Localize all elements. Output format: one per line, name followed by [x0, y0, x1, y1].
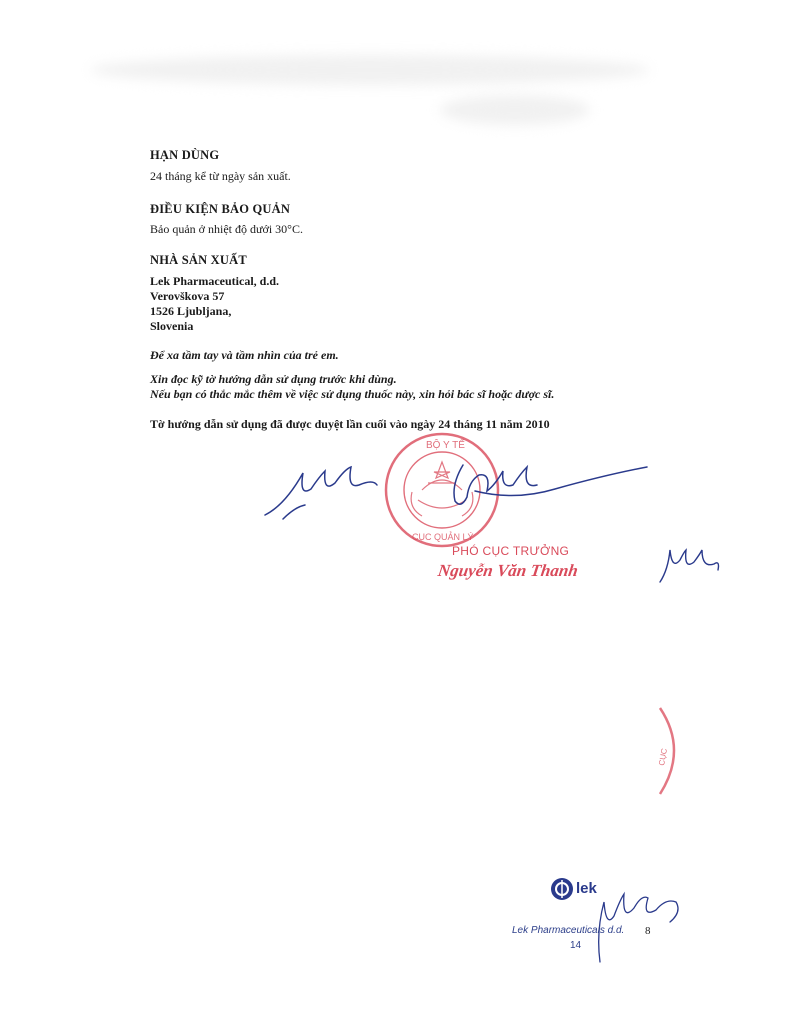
- footer-page-index: 14: [570, 940, 582, 951]
- shelf-life-text: 24 tháng kể từ ngày sản xuất.: [150, 169, 291, 183]
- seal-ring-text-top: BỘ Y TẾ: [426, 440, 465, 451]
- approval-note: Tờ hướng dẫn sử dụng đã được duyệt lần cuối vào ngày 24 tháng 11 năm 2010: [150, 417, 550, 431]
- footer-company: Lek Pharmaceuticals d.d.: [512, 925, 625, 936]
- warning-ask-doctor: Nếu bạn có thắc mắc thêm về việc sử dụng thuốc này, xin hỏi bác sĩ hoặc dược sĩ.: [150, 387, 555, 401]
- page-number: 8: [645, 925, 651, 937]
- scan-smudge: [90, 55, 650, 85]
- manufacturer-country: Slovenia: [150, 319, 194, 333]
- warning-read-leaflet: Xin đọc kỹ tờ hướng dẫn sử dụng trước khi dùng.: [150, 372, 397, 386]
- margin-initials: [654, 540, 724, 590]
- partial-stamp-edge: [640, 700, 690, 800]
- manufacturer-heading: NHÀ SẢN XUẤT: [150, 253, 247, 267]
- shelf-life-heading: HẠN DÙNG: [150, 148, 220, 162]
- manufacturer-name: Lek Pharmaceutical, d.d.: [150, 274, 279, 288]
- manufacturer-address: [150, 274, 279, 334]
- lek-logo-icon: [548, 876, 578, 902]
- stamp-title: PHÓ CỤC TRƯỞNG: [452, 544, 570, 558]
- storage-heading: ĐIỀU KIỆN BẢO QUẢN: [150, 202, 291, 216]
- warning-children: Để xa tầm tay và tầm nhìn của trẻ em.: [150, 348, 339, 362]
- partial-stamp-text: CỤC: [657, 747, 669, 767]
- handwritten-signatures: [255, 445, 675, 530]
- lek-logo-text: lek: [576, 880, 597, 897]
- footer-signature: [586, 872, 696, 967]
- manufacturer-city: 1526 Ljubljana,: [150, 304, 232, 318]
- seal-ring-text-bottom: CỤC QUẢN LÝ: [412, 532, 474, 542]
- scan-smudge: [440, 95, 590, 125]
- stamp-signatory-name: Nguyễn Văn Thanh: [436, 561, 580, 580]
- storage-text: Bảo quản ở nhiệt độ dưới 30°C.: [150, 222, 303, 236]
- manufacturer-street: Verovškova 57: [150, 289, 225, 303]
